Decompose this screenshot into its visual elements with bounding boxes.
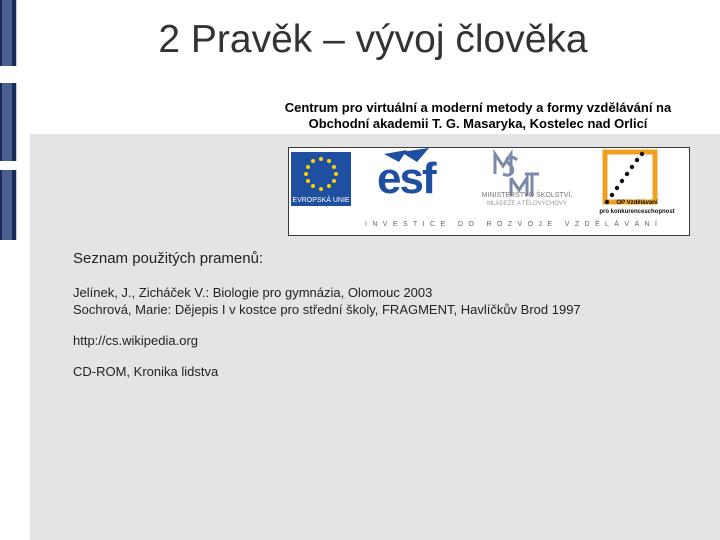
source-item: Sochrová, Marie: Dějepis I v kostce pro střední školy, FRAGMENT, Havlíčkův Brod 1997 bbox=[73, 302, 581, 317]
logo-strip bbox=[288, 147, 690, 236]
sources-heading: Seznam použitých pramenů: bbox=[73, 250, 264, 267]
op-logo-icon bbox=[605, 152, 655, 204]
side-bar-middle bbox=[0, 83, 17, 161]
subtitle-line-2: Obchodní akademii T. G. Masaryka, Kostelec nad Orlicí bbox=[308, 116, 648, 131]
eu-label: EVROPSKÁ UNIE bbox=[292, 197, 350, 204]
slide-subtitle bbox=[248, 100, 708, 132]
source-item: Jelínek, J., Zicháček V.: Biologie pro gymnázia, Olomouc 2003 bbox=[73, 285, 433, 300]
msmt-logo-icon bbox=[495, 154, 539, 196]
slide-title: 2 Pravěk – vývoj člověka bbox=[158, 18, 588, 61]
subtitle-line-1: Centrum pro virtuální a moderní metody a formy vzdělávání na bbox=[284, 100, 672, 115]
msmt-label bbox=[491, 148, 494, 149]
esf-label: esf bbox=[377, 154, 435, 203]
op-caption-2: pro konkurenceschopnost bbox=[599, 209, 675, 215]
source-link[interactable]: http://cs.wikipedia.org bbox=[73, 333, 199, 348]
msmt-caption-1: MINISTERSTVO ŠKOLSTVÍ, bbox=[481, 192, 573, 199]
source-item: CD-ROM, Kronika lidstva bbox=[73, 364, 219, 379]
msmt-caption-2: MLÁDEŽE A TĚLOVÝCHOVY bbox=[487, 201, 567, 207]
logo-tagline: INVESTICE DO ROZVOJE VZDĚLÁVÁNÍ bbox=[365, 221, 663, 228]
op-caption-1: OP Vzdělávání bbox=[616, 200, 658, 206]
side-bar-bottom bbox=[0, 170, 17, 240]
